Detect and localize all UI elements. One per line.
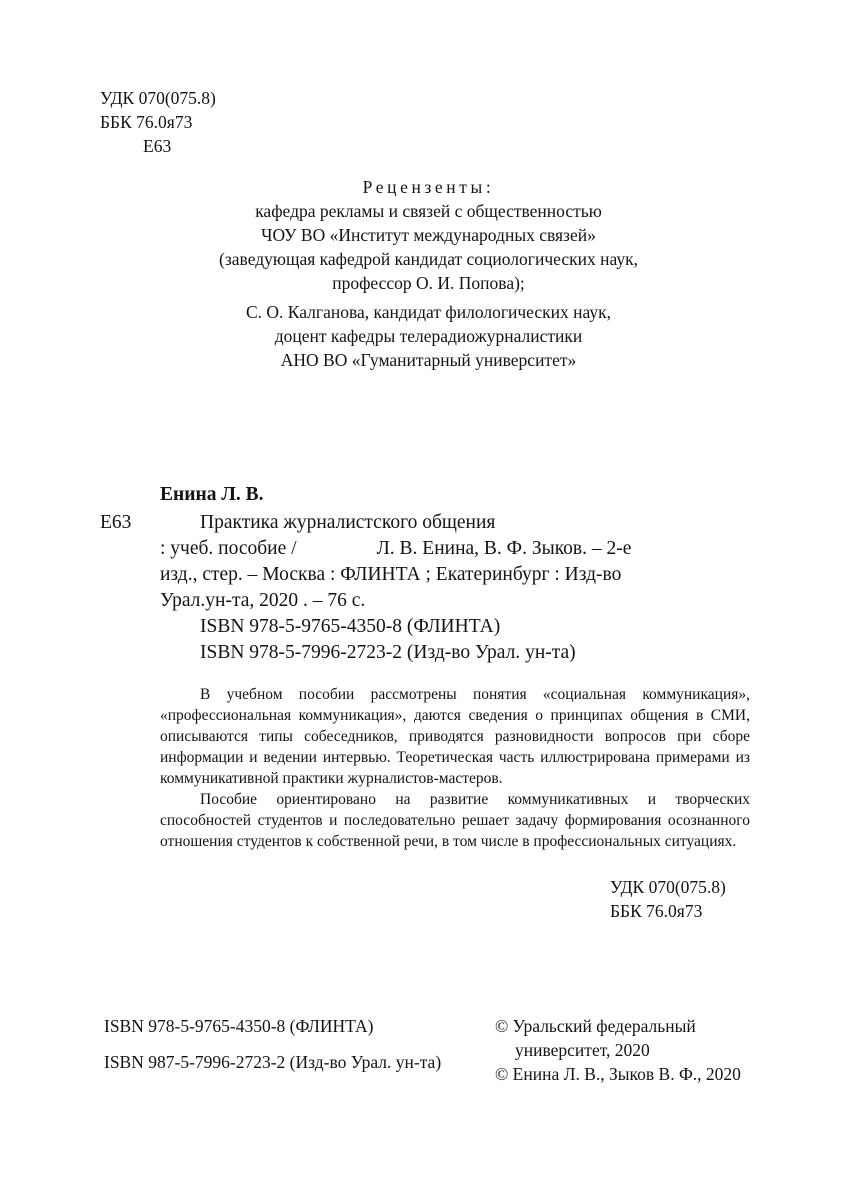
reviewer-2	[0, 300, 857, 372]
footer-copyright	[495, 1014, 741, 1086]
footer-isbn-1: ISBN 978-5-9765-4350-8 (ФЛИНТА)	[104, 1016, 374, 1036]
imprint-line-2: Урал.ун-та, 2020 . – 76 с.	[160, 590, 366, 611]
imprint-line: изд., стер. – Москва : ФЛИНТА ; Екатеринбург : Изд-во	[160, 564, 622, 585]
cutter-code: Е63	[143, 136, 172, 156]
bibliographic-line-2	[160, 536, 750, 562]
reviewer-2-line: доцент кафедры телерадиожурналистики	[274, 326, 583, 346]
udk-code-bottom: УДК 070(075.8)	[610, 877, 726, 897]
copyright-authors: © Енина Л. В., Зыков В. Ф., 2020	[495, 1064, 741, 1084]
reviewer-2-line: АНО ВО «Гуманитарный университет»	[280, 350, 577, 370]
reviewer-1-line: профессор О. И. Попова);	[332, 273, 525, 293]
copyright-university: © Уральский федеральный	[495, 1016, 696, 1036]
bbk-code-bottom: ББК 76.0я73	[610, 901, 703, 921]
annotation-paragraph: Пособие ориентировано на развитие коммуникативных и творческих способностей студентов и последовательно решает задачу формирования осознанного отношения студентов к собственной речи, в том числе в профессиональных ситуациях.	[160, 791, 750, 850]
reviewer-2-line: С. О. Калганова, кандидат филологических наук,	[245, 302, 611, 322]
reviewers-heading: Рецензенты:	[362, 177, 495, 197]
cutter-mark: Е63	[100, 512, 132, 533]
reviewers-section	[0, 175, 857, 372]
annotation-paragraph: В учебном пособии рассмотрены понятия «социальная коммуникация», «профессиональная коммуникация», даются сведения о принципах общения в СМИ, описываются типы собеседников, приводятся разновидности вопросов при сборе информации и ведении интервью. Теоретическая часть иллюстрирована примерами из коммуникативной практики журналистов-мастеров.	[160, 686, 750, 787]
copyright-university-cont: университет, 2020	[515, 1040, 650, 1060]
reviewer-1	[0, 199, 857, 295]
bibliographic-description	[160, 510, 750, 666]
genre-note: : учеб. пособие /	[160, 538, 297, 559]
udk-code: УДК 070(075.8)	[100, 88, 216, 108]
isbn-line: ISBN 978-5-9765-4350-8 (ФЛИНТА)	[200, 616, 501, 637]
classification-codes-bottom	[610, 875, 726, 923]
footer-isbn	[104, 1014, 441, 1074]
book-title: Практика журналистского общения	[200, 512, 496, 533]
isbn-line: ISBN 978-5-7996-2723-2 (Изд-во Урал. ун-та)	[200, 642, 576, 663]
reviewer-1-line: кафедра рекламы и связей с общественностью	[255, 201, 602, 221]
bbk-code: ББК 76.0я73	[100, 112, 193, 132]
annotation	[160, 684, 750, 852]
reviewer-1-line: ЧОУ ВО «Институт международных связей»	[261, 225, 596, 245]
classification-codes-top	[100, 86, 216, 158]
responsibility-note: Л. В. Енина, В. Ф. Зыков. – 2-е	[376, 538, 632, 559]
author-heading: Енина Л. В.	[160, 484, 264, 505]
reviewer-1-line: (заведующая кафедрой кандидат социологических наук,	[219, 249, 638, 269]
footer-isbn-2: ISBN 987-5-7996-2723-2 (Изд-во Урал. ун-та)	[104, 1052, 442, 1072]
